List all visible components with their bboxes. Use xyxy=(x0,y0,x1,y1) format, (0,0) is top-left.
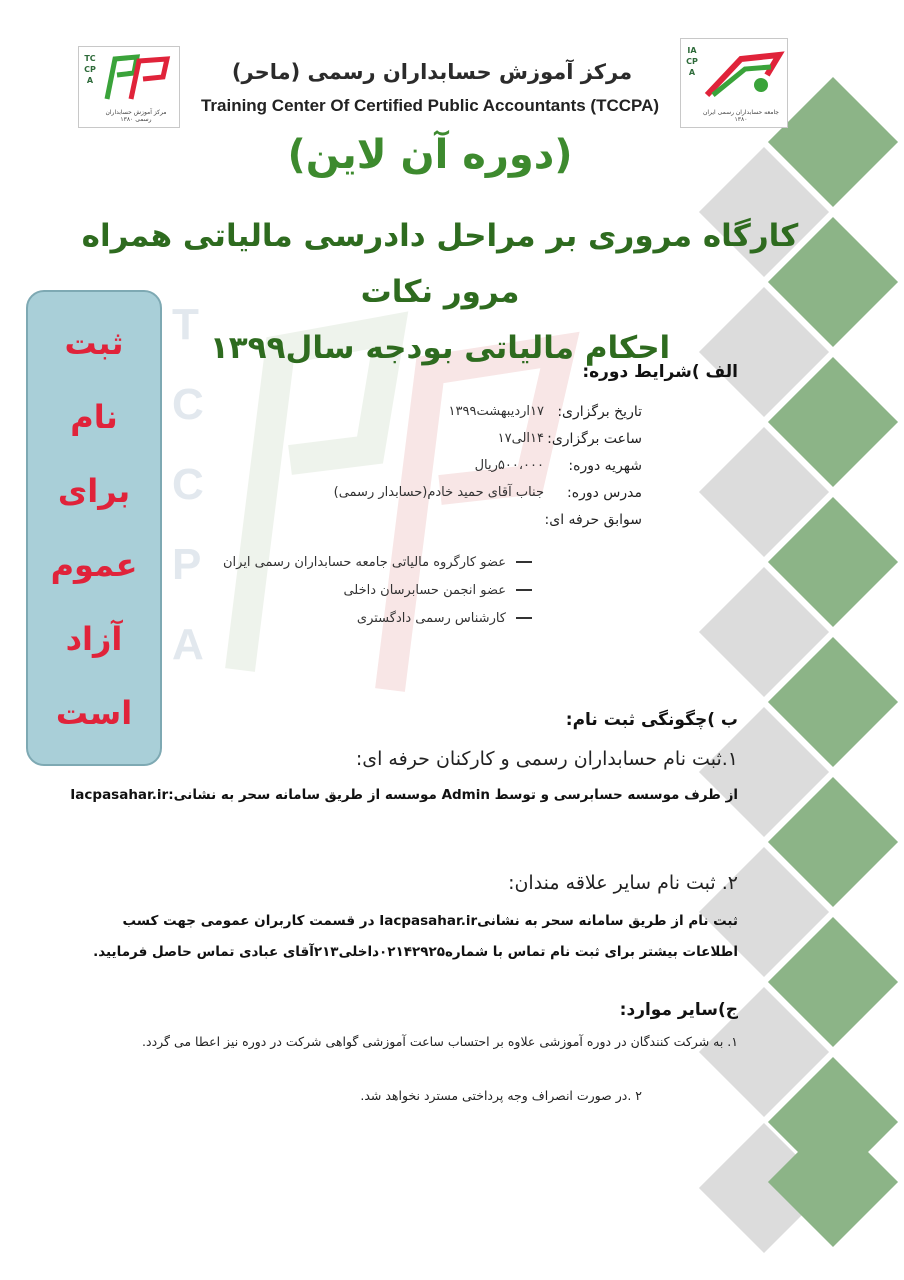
condition-value: ۵۰۰،۰۰۰ریال xyxy=(474,458,544,473)
condition-row xyxy=(334,452,642,479)
condition-label: تاریخ برگزاری: xyxy=(557,403,642,420)
list-item xyxy=(223,548,532,576)
registration-word: ثبت xyxy=(64,324,124,362)
section-b-sub2-text xyxy=(93,906,738,968)
condition-label: مدرس دوره: xyxy=(567,484,642,501)
registration-word: آزاد xyxy=(65,620,123,658)
condition-value: جناب آقای حمید خادم(حسابدار رسمی) xyxy=(333,485,544,500)
workshop-title xyxy=(80,208,800,376)
workshop-title-line2: احکام مالیاتی بودجه سال۱۳۹۹ xyxy=(209,330,671,366)
tccpa-logo xyxy=(78,46,180,128)
background-label: سوابق حرفه ای: xyxy=(544,511,642,528)
header-title-fa: مرکز آموزش حسابداران رسمی (ماحر) xyxy=(231,60,633,84)
dash-icon xyxy=(516,589,532,591)
watermark-letter: T xyxy=(172,300,199,349)
condition-row xyxy=(334,398,642,425)
registration-word: عموم xyxy=(50,546,138,584)
iacpa-logo xyxy=(680,38,788,128)
section-b-heading: ب )چگونگی ثبت نام: xyxy=(565,710,738,730)
watermark-letter: C xyxy=(172,460,204,509)
registration-word: نام xyxy=(70,398,118,436)
list-item-text: عضو کارگروه مالیاتی جامعه حسابداران رسمی ایران xyxy=(222,554,506,570)
condition-label: شهریه دوره: xyxy=(568,457,642,474)
conditions-table xyxy=(334,398,642,533)
condition-value: ۱۷اردیبهشت۱۳۹۹ xyxy=(448,404,544,419)
dash-icon xyxy=(516,617,532,619)
section-b-sub2-title: ۲. ثبت نام سایر علاقه مندان: xyxy=(508,872,738,894)
watermark-letter: A xyxy=(172,620,204,669)
section-b-sub1-text: از طرف موسسه حسابرسی و توسط Admin موسسه از طریق سامانه سحر به نشانی:Iacpasahar.ir xyxy=(70,787,738,803)
tccpa-logo-caption: مرکز آموزش حسابداران رسمی ۱۳۸۰ xyxy=(105,109,167,123)
list-item xyxy=(223,604,532,632)
tccpa-logo-letters: TCCPA xyxy=(84,54,96,85)
section-b-sub2-line2: اطلاعات بیشتر برای ثبت نام تماس با شماره۰۲۱۴۲۹۲۵داخلی۲۱۳آقای عبادی تماس حاصل فرمایید. xyxy=(93,944,738,960)
watermark-letter: C xyxy=(172,380,204,429)
header-title-en: Training Center Of Certified Public Accountants (TCCPA) xyxy=(200,96,660,115)
section-b-sub1-title: ۱.ثبت نام حسابداران رسمی و کارکنان حرفه ای: xyxy=(355,748,738,770)
registration-word: برای xyxy=(57,472,131,510)
iacpa-logo-icon xyxy=(701,45,785,101)
watermark-letter: P xyxy=(172,540,202,589)
registration-open-box xyxy=(26,290,162,766)
iacpa-logo-letters: IACPA xyxy=(686,46,698,77)
condition-row xyxy=(334,479,642,506)
background-list xyxy=(223,548,532,632)
workshop-title-line1: کارگاه مروری بر مراحل دادرسی مالیاتی همراه مرور نکات xyxy=(81,218,799,310)
condition-value: ۱۴الی۱۷ xyxy=(497,431,544,446)
course-mode-title: (دوره آن لاین) xyxy=(287,132,573,178)
tccpa-logo-icon xyxy=(101,53,175,103)
section-c-item2: ۲ .در صورت انصراف وجه پرداختی مسترد نخواهد شد. xyxy=(360,1088,642,1103)
section-a-heading: الف )شرایط دوره: xyxy=(582,362,738,382)
list-item-text: عضو انجمن حسابرسان داخلی xyxy=(343,582,506,598)
registration-word: است xyxy=(55,694,133,732)
iacpa-logo-caption: جامعه حسابداران رسمی ایران ۱۳۸۰ xyxy=(702,109,780,123)
condition-label: ساعت برگزاری: xyxy=(547,430,642,447)
condition-row xyxy=(334,506,642,533)
section-c-item1: ۱. به شرکت کنندگان در دوره آموزشی علاوه بر احتساب ساعت آموزشی گواهی شرکت در دوره نیز اعطا می گردد. xyxy=(142,1034,738,1049)
section-c-heading: ج)سایر موارد: xyxy=(619,1000,738,1020)
section-b-sub2-line1: ثبت نام از طریق سامانه سحر به نشانیIacpasahar.ir در قسمت کاربران عمومی جهت کسب xyxy=(122,913,738,929)
condition-row xyxy=(334,425,642,452)
list-item xyxy=(223,576,532,604)
dash-icon xyxy=(516,561,532,563)
list-item-text: کارشناس رسمی دادگستری xyxy=(356,610,506,626)
